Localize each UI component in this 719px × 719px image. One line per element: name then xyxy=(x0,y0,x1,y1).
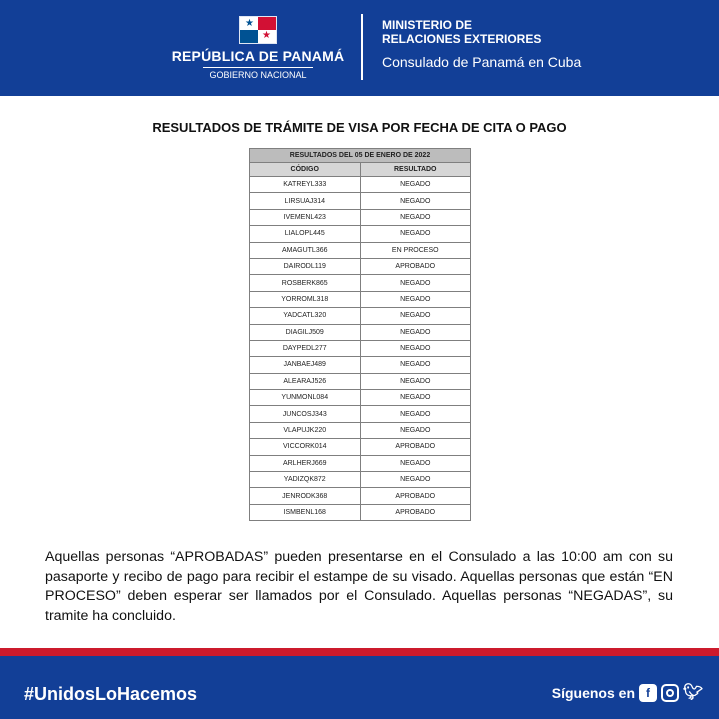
table-row xyxy=(250,209,471,225)
code-cell: LIRSUAJ314 xyxy=(250,193,361,209)
follow-label: Síguenos en xyxy=(551,685,635,701)
table-row xyxy=(250,324,471,340)
code-cell: JANBAEJ489 xyxy=(250,357,361,373)
code-cell: YORROML318 xyxy=(250,291,361,307)
code-cell: YADIZQK872 xyxy=(250,472,361,488)
column-header-result: RESULTADO xyxy=(360,163,471,177)
code-cell: KATREYL333 xyxy=(250,177,361,193)
table-row xyxy=(250,258,471,274)
result-cell: NEGADO xyxy=(360,455,471,471)
table-row xyxy=(250,177,471,193)
result-cell: NEGADO xyxy=(360,193,471,209)
result-cell: APROBADO xyxy=(360,439,471,455)
result-cell: EN PROCESO xyxy=(360,242,471,258)
code-cell: AMAGUTL366 xyxy=(250,242,361,258)
code-cell: LIALOPL445 xyxy=(250,226,361,242)
ministry-line-1: MINISTERIO DE xyxy=(382,18,473,32)
table-row xyxy=(250,373,471,389)
code-cell: YUNMONL084 xyxy=(250,390,361,406)
table-row xyxy=(250,390,471,406)
table-row xyxy=(250,504,471,520)
code-cell: DAYPEDL277 xyxy=(250,340,361,356)
code-cell: VLAPUJK220 xyxy=(250,422,361,438)
page-title: RESULTADOS DE TRÁMITE DE VISA POR FECHA DE CITA O PAGO xyxy=(152,120,567,135)
table-row xyxy=(250,308,471,324)
notice-paragraph: Aquellas personas “APROBADAS” pueden presentarse en el Consulado a las 10:00 am con su pasaporte y recibo de pago para recibir el estampe de su visado. Aquellas personas que están “EN PROCESO” deben esperar ser llamados por el Consulado. Aquellas personas “NEGADAS”, su tramite ha concluido. xyxy=(45,549,673,624)
code-cell: ISMBENL168 xyxy=(250,504,361,520)
result-cell: NEGADO xyxy=(360,324,471,340)
result-cell: NEGADO xyxy=(360,275,471,291)
code-cell: JENRODK368 xyxy=(250,488,361,504)
code-cell: ARLHERJ669 xyxy=(250,455,361,471)
result-cell: NEGADO xyxy=(360,177,471,193)
table-row xyxy=(250,357,471,373)
consulate-name: Consulado de Panamá en Cuba xyxy=(382,54,582,70)
table-row xyxy=(250,488,471,504)
facebook-icon[interactable]: f xyxy=(639,684,657,702)
government-brand xyxy=(168,16,348,83)
table-row xyxy=(250,291,471,307)
result-cell: APROBADO xyxy=(360,258,471,274)
result-cell: APROBADO xyxy=(360,504,471,520)
table-row xyxy=(250,455,471,471)
hashtag: #UnidosLoHacemos xyxy=(24,684,198,704)
result-cell: NEGADO xyxy=(360,406,471,422)
table-caption: RESULTADOS DEL 05 DE ENERO DE 2022 xyxy=(250,149,471,163)
code-cell: JUNCOSJ343 xyxy=(250,406,361,422)
country-name: REPÚBLICA DE PANAMÁ xyxy=(171,48,345,64)
table-row xyxy=(250,422,471,438)
table-row xyxy=(250,275,471,291)
code-cell: DAIRODL119 xyxy=(250,258,361,274)
twitter-icon[interactable]: 🐦︎ xyxy=(683,684,704,701)
social-follow xyxy=(551,684,704,702)
code-cell: YADCATL320 xyxy=(250,308,361,324)
table-row xyxy=(250,340,471,356)
table-row xyxy=(250,472,471,488)
ministry-block xyxy=(382,18,581,70)
government-label: GOBIERNO NACIONAL xyxy=(203,67,312,80)
table-row xyxy=(250,406,471,422)
result-cell: NEGADO xyxy=(360,209,471,225)
code-cell: VICCORK014 xyxy=(250,439,361,455)
header-banner xyxy=(0,0,719,96)
result-cell: NEGADO xyxy=(360,226,471,242)
header-divider xyxy=(361,14,363,80)
result-cell: NEGADO xyxy=(360,472,471,488)
ministry-line-2: RELACIONES EXTERIORES xyxy=(382,32,542,46)
results-table xyxy=(249,148,471,521)
code-cell: ALEARAJ526 xyxy=(250,373,361,389)
result-cell: NEGADO xyxy=(360,308,471,324)
table-row xyxy=(250,242,471,258)
result-cell: APROBADO xyxy=(360,488,471,504)
result-cell: NEGADO xyxy=(360,357,471,373)
panama-flag-icon: ★ ★ xyxy=(239,16,277,44)
code-cell: IVEMENL423 xyxy=(250,209,361,225)
column-header-code: CÓDIGO xyxy=(250,163,361,177)
table-row xyxy=(250,226,471,242)
instagram-icon[interactable] xyxy=(661,684,679,702)
code-cell: ROSBERK865 xyxy=(250,275,361,291)
result-cell: NEGADO xyxy=(360,373,471,389)
table-row xyxy=(250,193,471,209)
result-cell: NEGADO xyxy=(360,390,471,406)
result-cell: NEGADO xyxy=(360,340,471,356)
code-cell: DIAGILJ509 xyxy=(250,324,361,340)
result-cell: NEGADO xyxy=(360,291,471,307)
result-cell: NEGADO xyxy=(360,422,471,438)
table-row xyxy=(250,439,471,455)
